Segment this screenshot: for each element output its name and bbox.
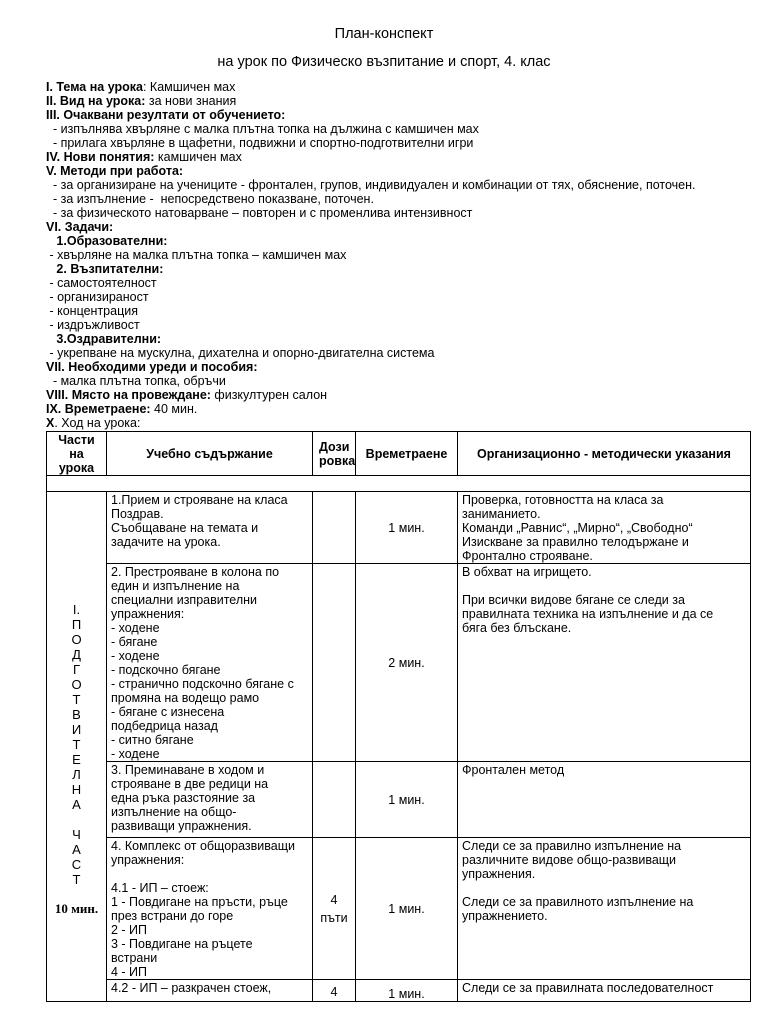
info-line	[46, 374, 756, 388]
notes-cell-line	[462, 579, 746, 593]
info-line	[46, 304, 756, 318]
info-line	[46, 122, 756, 136]
duration-cell	[356, 838, 458, 980]
info-line	[46, 234, 756, 248]
dose-cell	[313, 980, 356, 1002]
part-label-letter: О	[71, 632, 82, 647]
table-row	[47, 564, 751, 762]
info-heading: 1.Образователни:	[46, 234, 168, 248]
info-text: - укрепване на мускулна, дихателна и опорно-двигателна система	[46, 346, 435, 360]
notes-cell-line: При всички видове бягане се следи за	[462, 593, 685, 607]
header-content: Учебно съдържание	[107, 432, 313, 476]
content-cell-line: един и изпълнение на	[111, 579, 240, 593]
info-heading: V. Методи при работа:	[46, 164, 184, 178]
part-label-letter: А	[72, 797, 81, 812]
dose-cell	[313, 838, 356, 980]
info-line	[46, 402, 756, 416]
notes-cell-line: бяга без блъскане.	[462, 621, 572, 635]
header-notes: Организационно - методически указания	[458, 432, 751, 476]
table-row	[47, 492, 751, 564]
info-line	[46, 136, 756, 150]
duration-value: 2 мин.	[388, 655, 425, 670]
part-label-letter: Т	[72, 872, 81, 887]
dose-value: пъти	[320, 910, 348, 925]
notes-cell	[458, 838, 751, 980]
content-cell-line: - бягане с изнесена	[111, 705, 225, 719]
content-cell-line: - ходене	[111, 747, 160, 761]
info-text: - самостоятелност	[46, 276, 157, 290]
part-label-letter	[75, 812, 79, 827]
info-heading: X	[46, 416, 55, 430]
info-line	[46, 332, 756, 346]
document-subtitle: на урок по Физическо възпитание и спорт, 4. клас	[217, 54, 551, 70]
notes-cell	[458, 564, 751, 762]
info-line	[46, 346, 756, 360]
content-cell	[107, 980, 313, 1002]
info-text: камшичен мах	[154, 150, 242, 164]
part-label-letter: П	[71, 617, 82, 632]
dose-cell	[313, 564, 356, 762]
content-cell-line: една ръка разстояние за	[111, 791, 256, 805]
notes-cell-line: Следи се за правилната последователност	[462, 981, 714, 995]
part-label-letter: I.	[72, 602, 81, 617]
header-duration: Времетраене	[356, 432, 458, 476]
info-text: за нови знания	[145, 94, 237, 108]
content-cell-line: специални изправителни	[111, 593, 258, 607]
lesson-info-section	[46, 80, 756, 430]
dose-cell	[313, 492, 356, 564]
info-heading: I. Тема на урока	[46, 80, 143, 94]
header-dose: Дози ровка	[313, 432, 356, 476]
info-line	[46, 318, 756, 332]
content-cell-line: - ходене	[111, 649, 160, 663]
dose-value: 4	[330, 985, 338, 999]
info-line	[46, 206, 756, 220]
info-text: - малка плътна топка, обръчи	[46, 374, 226, 388]
notes-cell-line: заниманието.	[462, 507, 541, 521]
info-text: . Ход на урока:	[54, 416, 141, 430]
content-cell-line: 4.2 - ИП – разкрачен стоеж,	[111, 981, 272, 995]
info-text: - за физическото натоварване – повторен и с променлива интензивност	[46, 206, 473, 220]
info-line	[46, 416, 756, 430]
content-cell-line: промяна на водещо рамо	[111, 691, 260, 705]
info-line	[46, 262, 756, 276]
part-label-letter: О	[71, 677, 82, 692]
content-cell	[107, 838, 313, 980]
content-cell	[107, 492, 313, 564]
info-text: физкултурен салон	[210, 388, 328, 402]
table-spacer-row	[47, 476, 751, 492]
info-line	[46, 80, 756, 94]
content-cell-line: - подскочно бягане	[111, 663, 221, 677]
content-cell-line: Поздрав.	[111, 507, 164, 521]
duration-cell	[356, 980, 458, 1002]
notes-cell-line: Фронтално строяване.	[462, 549, 593, 563]
info-heading: VI. Задачи:	[46, 220, 114, 234]
info-line	[46, 192, 756, 206]
notes-cell	[458, 492, 751, 564]
table-header-row	[47, 432, 751, 476]
part-label-cell	[47, 492, 107, 1002]
notes-cell-line	[462, 881, 746, 895]
duration-value: 1 мин.	[388, 986, 425, 1001]
content-cell-line: Съобщаване на темата и	[111, 521, 259, 535]
content-cell-line: встрани	[111, 951, 158, 965]
info-text: - за изпълнение - непосредствено показване, поточен.	[46, 192, 374, 206]
notes-cell	[458, 980, 751, 1002]
notes-cell-line: правилната техника на изпълнение и да се	[462, 607, 714, 621]
info-text: - прилага хвърляне в щафетни, подвижни и спортно-подготвителни игри	[46, 136, 474, 150]
duration-cell	[356, 762, 458, 838]
info-heading: VIII. Място на провеждане:	[46, 388, 211, 402]
info-line	[46, 94, 756, 108]
content-cell-line: през встрани до горе	[111, 909, 234, 923]
part-label-letter: Л	[72, 767, 81, 782]
part-label-letter: Н	[71, 782, 82, 797]
content-cell-line: - бягане	[111, 635, 158, 649]
content-cell-line: 4. Комплекс от общоразвиващи	[111, 839, 295, 853]
part-label-letter: Д	[72, 647, 81, 662]
table-row	[47, 980, 751, 1002]
duration-cell	[356, 492, 458, 564]
info-text: - концентрация	[46, 304, 138, 318]
content-cell-line: подбедрица назад	[111, 719, 218, 733]
content-cell	[107, 564, 313, 762]
info-line	[46, 164, 756, 178]
content-cell-line: упражнения:	[111, 853, 185, 867]
duration-value: 1 мин.	[388, 520, 425, 535]
part-label-letter: В	[72, 707, 81, 722]
content-cell-line: упражнения:	[111, 607, 185, 621]
part-label-letter: Г	[72, 662, 81, 677]
content-cell-line: 3. Преминаване в ходом и	[111, 763, 265, 777]
duration-cell	[356, 564, 458, 762]
table-row	[47, 838, 751, 980]
content-cell-line: 4.1 - ИП – стоеж:	[111, 881, 209, 895]
info-line	[46, 150, 756, 164]
notes-cell	[458, 762, 751, 838]
notes-cell-line: Фронтален метод	[462, 763, 565, 777]
info-heading: II. Вид на урока:	[46, 94, 146, 108]
info-text: - изпълнява хвърляне с малка плътна топка на дължина с камшичен мах	[46, 122, 479, 136]
notes-cell-line: различните видове общо-развиващи	[462, 853, 677, 867]
notes-cell-line: Изискване за правилно телодържане и	[462, 535, 689, 549]
info-text: - за организиране на учениците - фронтален, групов, индивидуален и комбинации от тях, обяснение, поточен.	[46, 178, 696, 192]
info-line	[46, 248, 756, 262]
content-cell-line: строяване в две редици на	[111, 777, 269, 791]
info-text: : Камшичен мах	[142, 80, 236, 94]
info-line	[46, 388, 756, 402]
info-heading: III. Очаквани резултати от обучението:	[46, 108, 286, 122]
part-label-letter: С	[71, 857, 82, 872]
content-cell-line: 2. Престрояване в колона по	[111, 565, 280, 579]
spacer-cell	[47, 476, 751, 492]
info-line	[46, 290, 756, 304]
content-cell-line	[111, 867, 308, 881]
document-title: План-конспект	[334, 26, 434, 42]
info-text: 40 мин.	[150, 402, 198, 416]
content-cell	[107, 762, 313, 838]
content-cell-line: развиващи упражнения.	[111, 819, 252, 833]
info-text: - издръжливост	[46, 318, 140, 332]
content-cell-line: - странично подскочно бягане с	[111, 677, 294, 691]
part-label-letter: Т	[72, 692, 81, 707]
notes-cell-line: упражнението.	[462, 909, 548, 923]
info-heading: 2. Възпитателни:	[46, 262, 164, 276]
content-cell-line: задачите на урока.	[111, 535, 221, 549]
content-cell-line: 3 - Повдигане на ръцете	[111, 937, 253, 951]
info-line	[46, 220, 756, 234]
notes-cell-line: В обхват на игрището.	[462, 565, 592, 579]
duration-value: 1 мин.	[388, 901, 425, 916]
content-cell-line: - ситно бягане	[111, 733, 194, 747]
notes-cell-line: Проверка, готовността на класа за	[462, 493, 664, 507]
content-cell-line: - ходене	[111, 621, 160, 635]
header-parts: Части на урока	[47, 432, 107, 476]
part-label-letter: Ч	[72, 827, 81, 842]
info-line	[46, 178, 756, 192]
content-cell-line: 2 - ИП	[111, 923, 148, 937]
content-cell-line: изпълнение на общо-	[111, 805, 237, 819]
part-label-letter: А	[72, 842, 81, 857]
part-label-letter: Т	[72, 737, 81, 752]
info-line	[46, 108, 756, 122]
dose-cell	[313, 762, 356, 838]
duration-value: 1 мин.	[388, 792, 425, 807]
notes-cell-line: Команди „Равнис“, „Мирно“, „Свободно“	[462, 521, 693, 535]
info-heading: VII. Необходими уреди и пособия:	[46, 360, 258, 374]
info-heading: 3.Оздравителни:	[46, 332, 162, 346]
info-text: - хвърляне на малка плътна топка – камшичен мах	[46, 248, 347, 262]
notes-cell-line: Следи се за правилно изпълнение на	[462, 839, 682, 853]
notes-cell-line: упражнения.	[462, 867, 536, 881]
info-heading: IV. Нови понятия:	[46, 150, 155, 164]
content-cell-line: 1.Прием и строяване на класа	[111, 493, 288, 507]
info-line	[46, 276, 756, 290]
part-label-letter: И	[71, 722, 82, 737]
content-cell-line: 4 - ИП	[111, 965, 148, 979]
content-cell-line: 1 - Повдигане на пръсти, ръце	[111, 895, 288, 909]
part-duration: 10 мин.	[54, 901, 99, 916]
notes-cell-line: Следи се за правилното изпълнение на	[462, 895, 694, 909]
lesson-plan-table	[46, 431, 751, 1002]
info-heading: IX. Времетраене:	[46, 402, 151, 416]
table-row	[47, 762, 751, 838]
dose-value: 4	[330, 892, 338, 907]
info-text: - организираност	[46, 290, 149, 304]
part-label-letter: Е	[72, 752, 81, 767]
info-line	[46, 360, 756, 374]
